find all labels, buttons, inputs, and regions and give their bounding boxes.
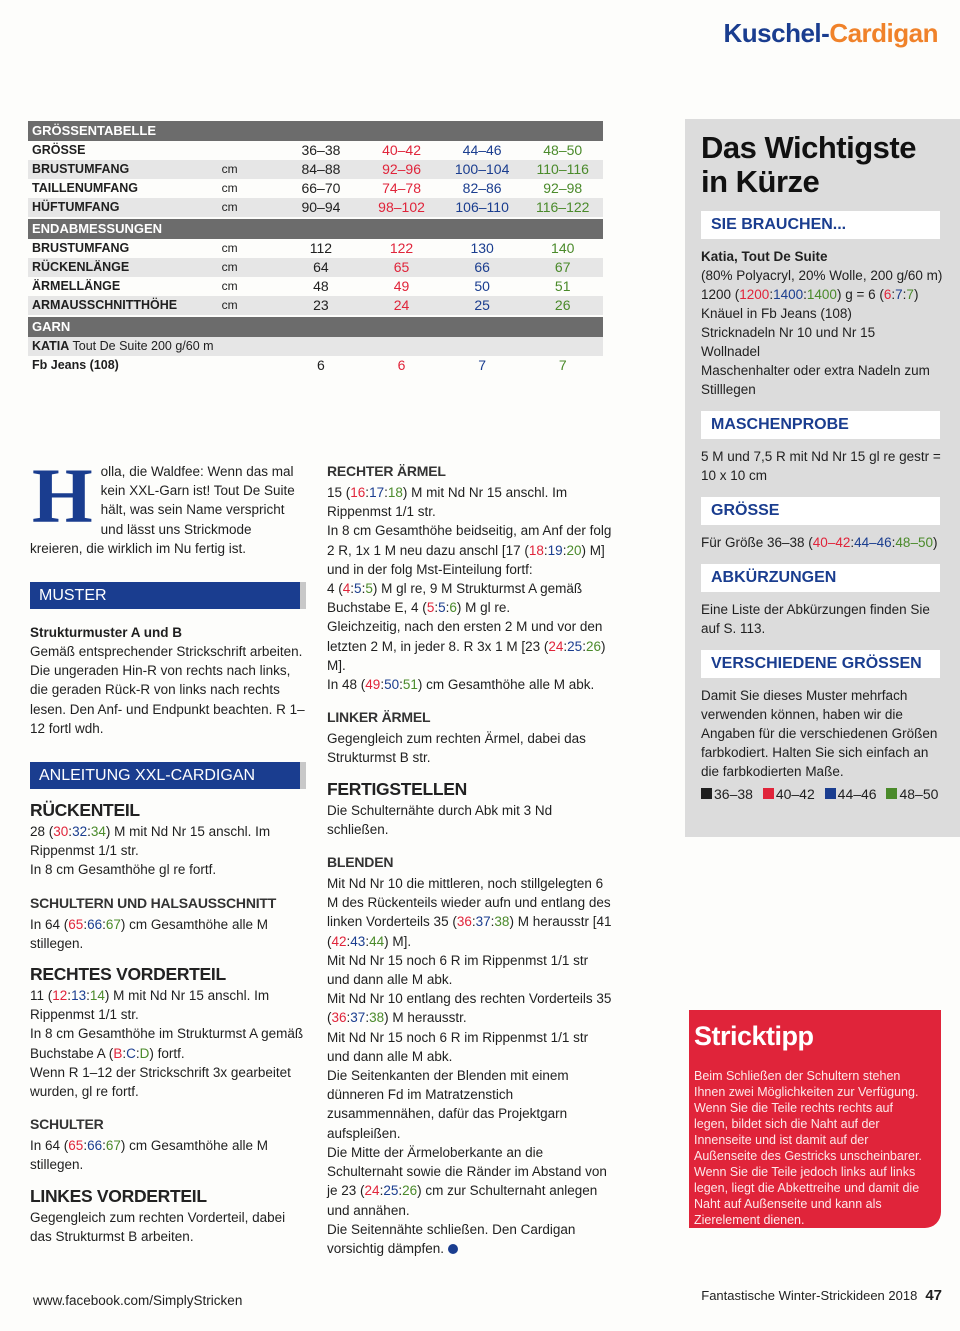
size-value: 24 xyxy=(393,297,410,313)
size-value: 23 xyxy=(313,297,329,313)
schultern-text: In 64 (65:66:67) cm Gesamthöhe alle M stillegen. xyxy=(30,916,268,951)
sie-brauchen-list: Katia, Tout De Suite (80% Polyacryl, 20% Wolle, 200 g/60 m) 1200 (1200:1400:1400) g = 6 (6:7:7) Knäuel in Fb Jeans (108) Stricknadeln Nr 10 und Nr 15 Wollnadel Maschenhalter oder extra Nadeln zum Stilllegen xyxy=(701,249,943,397)
rechter-aermel-text-2: In 8 cm Gesamthöhe beidseitig, am Anf der folg 2 R, 1x 1 M neu dazu anschl [17 (18:19:20) M] und in der folg Mst-Einteilung fortf: xyxy=(327,523,612,577)
garn-row-amount: Fb Jeans (108) 6 6 7 7 xyxy=(28,356,603,375)
row-label: BRUSTUMFANG xyxy=(32,162,130,176)
groesse-heading: GRÖSSE xyxy=(701,497,940,525)
sie-brauchen-heading: SIE BRAUCHEN... xyxy=(701,211,940,239)
size-value: 84–88 xyxy=(301,161,341,177)
summary-sidebar xyxy=(685,119,960,837)
size-table-row xyxy=(28,141,603,160)
abkuerzungen-heading: ABKÜRZUNGEN xyxy=(701,564,940,592)
size-value: 64 xyxy=(313,259,329,275)
size-value: 26 xyxy=(554,297,571,313)
rueckenteil-text: 28 (30:32:34) M mit Nd Nr 15 anschl. Im Rippenmst 1/1 str. xyxy=(30,824,271,859)
size-table-row xyxy=(28,239,603,258)
size-table-section-endmasse xyxy=(28,239,603,315)
row-unit: cm xyxy=(221,241,238,255)
size-value: 44–46 xyxy=(462,142,502,158)
size-value: 82–86 xyxy=(462,180,502,196)
blenden-text-7: Die Seitennähte schließen. Den Cardigan vorsichtig dämpfen. xyxy=(327,1221,576,1256)
row-unit xyxy=(222,141,281,160)
size-value: 25 xyxy=(474,297,490,313)
size-value: 122 xyxy=(389,240,414,256)
verschiedene-groessen-text: Damit Sie dieses Muster mehrfach verwenden können, haben wir die Angaben für die verschiedenen Größen farbkodiert. Halten Sie sich einfach an die farbkodierten Maße. xyxy=(701,688,938,779)
fertigstellen-text: Die Schulternähte durch Abk mit 3 Nd schließen. xyxy=(327,802,553,837)
size-table-section-groessen xyxy=(28,141,603,217)
rechter-aermel-heading: RECHTER ÄRMEL xyxy=(327,463,446,479)
garn-value-3: 7 xyxy=(478,357,487,373)
size-table xyxy=(28,119,603,375)
size-table-row xyxy=(28,258,603,277)
sidebar-title: Das Wichtigste in Kürze xyxy=(701,130,916,199)
garn-value-4: 7 xyxy=(558,357,567,373)
legend-swatch-2 xyxy=(763,788,774,799)
size-value: 67 xyxy=(554,259,571,275)
page-number: 47 xyxy=(925,1287,942,1304)
size-color-legend: 36–38 40–42 44–46 48–50 xyxy=(701,785,943,804)
garn-heading: GARN xyxy=(28,317,603,337)
footer-publication: Fantastische Winter-Strickideen 2018 47 xyxy=(701,1287,942,1304)
rechtes-vorderteil-text-3: Wenn R 1–12 der Strickschrift 3x gearbeitet wurden, gl re fortf. xyxy=(30,1064,291,1100)
schultern-heading: SCHULTERN UND HALSAUSSCHNITT xyxy=(30,894,277,911)
stricktipp-box xyxy=(689,1010,941,1228)
end-mark-icon xyxy=(448,1244,458,1254)
legend-swatch-4 xyxy=(886,788,897,799)
size-value: 65 xyxy=(393,259,410,275)
size-value: 66–70 xyxy=(301,180,341,196)
row-unit: cm xyxy=(221,260,238,274)
linkes-vorderteil-heading: LINKES VORDERTEIL xyxy=(30,1185,207,1206)
blenden-text-5: Die Seitenkanten der Blenden mit einem dünneren Fd im Matratzenstich zusammennähen, dafür das Projektgarn aufspleißen. xyxy=(327,1068,569,1141)
rechtes-vorderteil-text: 11 (12:13:14) M mit Nd Nr 15 anschl. Im Rippenmst 1/1 str. xyxy=(30,988,270,1023)
muster-subheading: Strukturmuster A und B xyxy=(30,625,183,641)
garn-value-2: 6 xyxy=(397,357,406,373)
schulter-text: In 64 (65:66:67) cm Gesamthöhe alle M stillegen. xyxy=(30,1138,268,1173)
row-label: ÄRMELLÄNGE xyxy=(32,279,121,293)
size-table-row xyxy=(28,198,603,217)
linker-aermel-heading: LINKER ÄRMEL xyxy=(327,709,431,726)
magazine-brand-title: Kuschel-Cardigan xyxy=(723,18,938,48)
maschenprobe-text: 5 M und 7,5 R mit Nd Nr 15 gl re gestr = 10 x 10 cm xyxy=(701,449,941,483)
dropcap: H xyxy=(32,452,93,539)
verschiedene-groessen-heading: VERSCHIEDENE GRÖSSEN xyxy=(701,650,940,678)
linker-aermel-text: Gegengleich zum rechten Ärmel, dabei das Strukturmst B str. xyxy=(327,731,586,766)
blenden-heading: BLENDEN xyxy=(327,854,394,871)
size-value: 110–116 xyxy=(536,161,589,177)
stricktipp-text: Beim Schließen der Schultern stehen Ihnen zwei Möglichkeiten zur Verfügung. Wenn Sie die Teile rechts rechts auf legen, bildet sich die Naht auf der Innenseite und ist damit auf der Außenseite des Gestricks unscheinbarer. Wenn Sie die Teile jedoch links auf links legen, liegt die Abkettreihe und damit die Naht auf Außenseite und kann als Zierelement dienen. xyxy=(694,1069,922,1227)
footer-facebook-link[interactable]: www.facebook.com/SimplyStricken xyxy=(33,1293,243,1308)
rechter-aermel-text-5: In 48 (49:50:51) cm Gesamthöhe alle M abk. xyxy=(327,677,595,693)
size-value: 112 xyxy=(309,240,333,256)
legend-swatch-3 xyxy=(825,788,836,799)
row-unit: cm xyxy=(221,298,238,312)
size-value: 106–110 xyxy=(455,199,509,215)
blenden-text-4: Mit Nd Nr 15 noch 6 R im Rippenmst 1/1 str und dann alle M abk. xyxy=(327,1029,589,1064)
size-value: 48 xyxy=(313,278,329,294)
stricktipp-title: Stricktipp xyxy=(694,1021,814,1051)
row-unit: cm xyxy=(221,162,238,176)
size-value: 92–96 xyxy=(382,161,421,177)
linkes-vorderteil-text: Gegengleich zum rechten Vorderteil, dabei das Strukturmst B arbeiten. xyxy=(30,1209,286,1244)
row-unit: cm xyxy=(221,181,238,195)
row-label: TAILLENUMFANG xyxy=(32,181,139,195)
rechtes-vorderteil-heading: RECHTES VORDERTEIL xyxy=(30,964,226,985)
garn-row-yarn: KATIA Tout De Suite 200 g/60 m xyxy=(28,337,603,356)
legend-swatch-1 xyxy=(701,788,712,799)
schulter-heading: SCHULTER xyxy=(30,1116,104,1133)
row-label: HÜFTUMFANG xyxy=(32,200,120,214)
muster-text: Gemäß entsprechender Strickschrift arbeiten. Die ungeraden Hin-R von rechts nach links, die geraden Rück-R von links nach rechts lesen. Den Anf- und Endpunkt beachten. R 1–12 fortl wdh. xyxy=(30,644,305,736)
abkuerzungen-text: Eine Liste der Abkürzungen finden Sie auf S. 113. xyxy=(701,602,930,636)
garn-value-1: 6 xyxy=(317,357,325,373)
row-unit: cm xyxy=(221,200,238,214)
size-table-heading: GRÖSSENTABELLE xyxy=(28,121,603,141)
size-value: 50 xyxy=(474,278,490,294)
instructions-column-2 xyxy=(327,462,612,1258)
size-value: 116–122 xyxy=(535,199,590,215)
size-value: 51 xyxy=(554,278,571,294)
size-value: 40–42 xyxy=(382,142,421,158)
size-value: 140 xyxy=(551,240,575,256)
size-value: 92–98 xyxy=(543,180,583,196)
fertigstellen-heading: FERTIGSTELLEN xyxy=(327,778,467,799)
rechter-aermel-text-3: 4 (4:5:5) M gl re, 9 M Strukturmst A gemäß Buchstabe E, 4 (5:5:6) M gl re. xyxy=(327,581,583,616)
size-table-row xyxy=(28,179,603,198)
rueckenteil-text-2: In 8 cm Gesamthöhe gl re fortf. xyxy=(30,862,217,878)
size-table-row xyxy=(28,296,603,315)
intro-paragraph: Holla, die Waldfee: Wenn das mal kein XXL-Garn ist! Tout De Suite hält, was sein Name verspricht und lässt uns Strickmode kreieren, die wirklich im Nu fertig ist. xyxy=(30,452,295,556)
blenden-text-2: Mit Nd Nr 15 noch 6 R im Rippenmst 1/1 str und dann alle M abk. xyxy=(327,952,589,988)
row-label: GRÖSSE xyxy=(32,143,86,157)
muster-heading: MUSTER xyxy=(30,582,306,609)
size-value: 98–102 xyxy=(378,199,425,215)
row-label: RÜCKENLÄNGE xyxy=(32,260,130,274)
rueckenteil-heading: RÜCKENTEIL xyxy=(30,800,140,821)
maschenprobe-heading: MASCHENPROBE xyxy=(701,411,940,439)
row-label: BRUSTUMFANG xyxy=(32,241,130,255)
rechter-aermel-text-1: 15 (16:17:18) M mit Nd Nr 15 anschl. Im Rippenmst 1/1 str. xyxy=(327,485,568,520)
rechter-aermel-text-4: Gleichzeitig, nach den ersten 2 M und vor den letzten 2 M, in jeder 8. R 3x 1 M [23 (24:25:26) M]. xyxy=(327,619,606,673)
rechtes-vorderteil-text-2: In 8 cm Gesamthöhe im Strukturmst A gemäß Buchstabe A (B:C:D) fortf. xyxy=(30,1026,304,1061)
endmasse-heading: ENDABMESSUNGEN xyxy=(28,219,603,239)
size-value: 90–94 xyxy=(301,199,341,215)
size-table-row xyxy=(28,160,603,179)
size-value: 66 xyxy=(474,259,490,275)
row-unit: cm xyxy=(221,279,238,293)
groesse-text: Für Größe 36–38 (40–42:44–46:48–50) xyxy=(701,535,938,550)
row-label: ARMAUSSCHNITTHÖHE xyxy=(32,298,178,312)
blenden-text-6: Die Mitte der Ärmeloberkante an die Schulternaht sowie die Ränder im Abstand von je 23 (24:25:26) cm zur Schulternaht anlegen und annähen. xyxy=(327,1144,607,1218)
size-value: 48–50 xyxy=(543,142,583,158)
size-value: 49 xyxy=(393,278,410,294)
size-value: 130 xyxy=(470,240,494,256)
size-value: 74–78 xyxy=(382,180,421,196)
anleitung-heading: ANLEITUNG XXL-CARDIGAN xyxy=(30,762,306,789)
instructions-column-1 xyxy=(30,452,306,1246)
blenden-text-1: Mit Nd Nr 10 die mittleren, noch stillgelegten 6 M des Rückenteils wieder aufn und entlang des linken Vorderteils 35 (36:37:38) M herausstr [41 (42:43:44) M]. xyxy=(327,876,612,949)
blenden-text-3: Mit Nd Nr 10 entlang des rechten Vorderteils 35 (36:37:38) M herausstr. xyxy=(327,991,612,1026)
size-value: 36–38 xyxy=(301,142,341,158)
size-value: 100–104 xyxy=(454,161,510,177)
size-table-row xyxy=(28,277,603,296)
